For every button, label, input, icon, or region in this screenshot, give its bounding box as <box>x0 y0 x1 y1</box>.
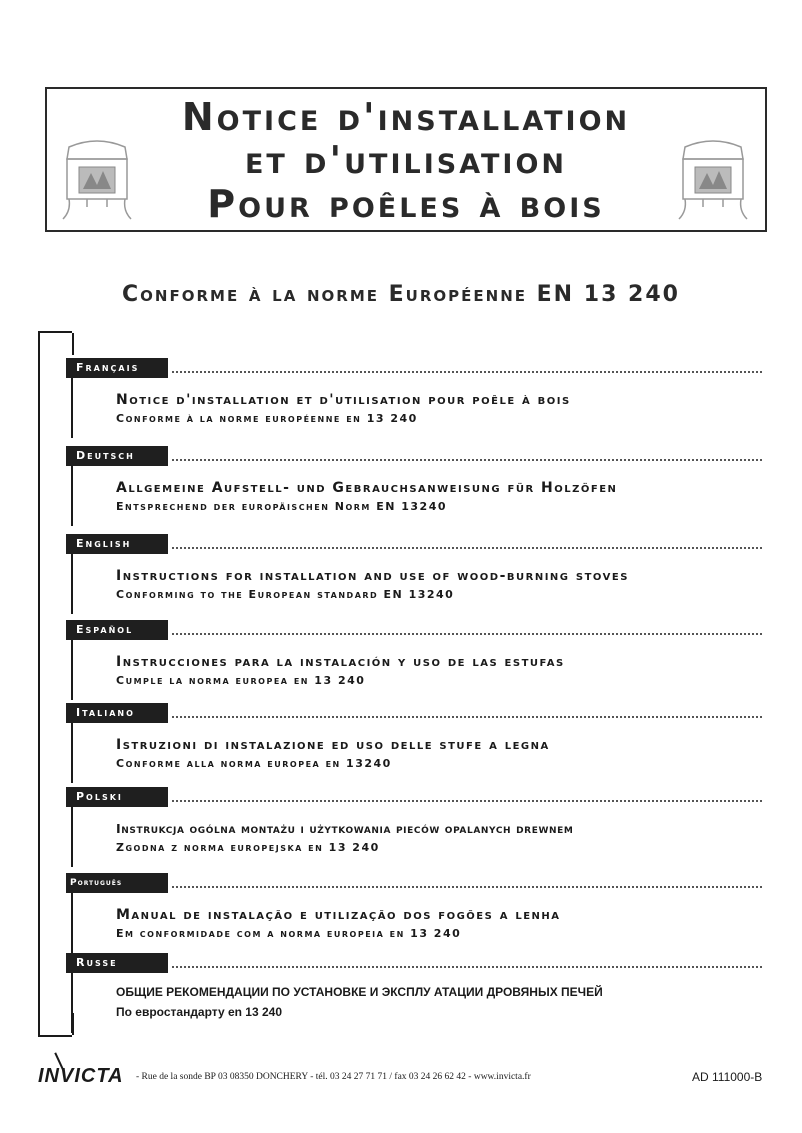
dotted-leader <box>172 547 762 549</box>
language-badge: Deutsch <box>66 446 168 466</box>
section-rule <box>71 466 73 526</box>
conformity-statement: Conforme à la norme Européenne EN 13 240 <box>122 282 680 307</box>
language-badge: Polski <box>66 787 168 807</box>
section-title: Instructions for installation and use of wood-burning stoves <box>116 568 629 584</box>
dotted-leader <box>172 633 762 635</box>
section-subtitle: Conforming to the European standard EN 13240 <box>116 588 455 601</box>
section-rule <box>71 640 73 700</box>
section-subtitle: Entsprechend der europäischen Norm EN 13240 <box>116 500 448 513</box>
section-rule <box>71 973 73 1033</box>
language-badge: Russe <box>66 953 168 973</box>
invicta-logo: INVICTA <box>38 1065 124 1087</box>
section-title: Instrukcja ogólna montażu i użytkowania pieców opalanych drewnem <box>116 821 574 836</box>
dotted-leader <box>172 716 762 718</box>
dotted-leader <box>172 371 762 373</box>
section-subtitle: Conforme à la norme européenne en 13 240 <box>116 412 418 425</box>
title-line-1: Notice d'installation <box>181 95 631 139</box>
title-line-3: Pour poêles à bois <box>207 182 605 226</box>
section-subtitle: Em conformidade com a norma europeia en 13 240 <box>116 927 462 940</box>
section-title: ОБЩИЕ РЕКОМЕНДАЦИИ ПО УСТАНОВКЕ И ЭКСПЛУ АТАЦИИ ДРОВЯНЫХ ПЕЧЕЙ <box>116 985 603 999</box>
title-box <box>45 87 767 232</box>
language-badge: Português <box>66 873 168 893</box>
document-reference: AD 111000-B <box>692 1070 763 1084</box>
dotted-leader <box>172 800 762 802</box>
language-badge: Español <box>66 620 168 640</box>
section-title: Notice d'installation et d'utilisation pour poêle à bois <box>116 392 571 408</box>
section-subtitle: Conforme alla norma europea en 13240 <box>116 757 392 770</box>
dotted-leader <box>172 886 762 888</box>
section-bracket <box>38 331 72 1037</box>
title-line-2: et d'utilisation <box>244 138 568 182</box>
section-title: Allgemeine Aufstell- und Gebrauchsanweisung für Holzöfen <box>116 480 618 496</box>
section-rule <box>71 554 73 614</box>
section-subtitle: По евростандарту en 13 240 <box>116 1005 283 1019</box>
section-title: Manual de instalação e utilização dos fogões a lenha <box>116 907 561 923</box>
dotted-leader <box>172 966 762 968</box>
section-title: Istruzioni di instalazione ed uso delle stufe a legna <box>116 737 550 753</box>
language-badge: Italiano <box>66 703 168 723</box>
section-subtitle: Cumple la norma europea en 13 240 <box>116 674 366 687</box>
section-rule <box>71 378 73 438</box>
section-rule <box>71 807 73 867</box>
section-title: Instrucciones para la instalación y uso de las estufas <box>116 654 565 670</box>
language-badge: Français <box>66 358 168 378</box>
section-rule <box>71 723 73 783</box>
dotted-leader <box>172 459 762 461</box>
language-badge: English <box>66 534 168 554</box>
section-subtitle: Zgodna z norma europejska en 13 240 <box>116 841 380 854</box>
section-rule <box>71 893 73 953</box>
company-address: - Rue de la sonde BP 03 08350 DONCHERY - tél. 03 24 27 71 71 / fax 03 24 26 62 42 - www.invicta.fr <box>136 1072 531 1082</box>
